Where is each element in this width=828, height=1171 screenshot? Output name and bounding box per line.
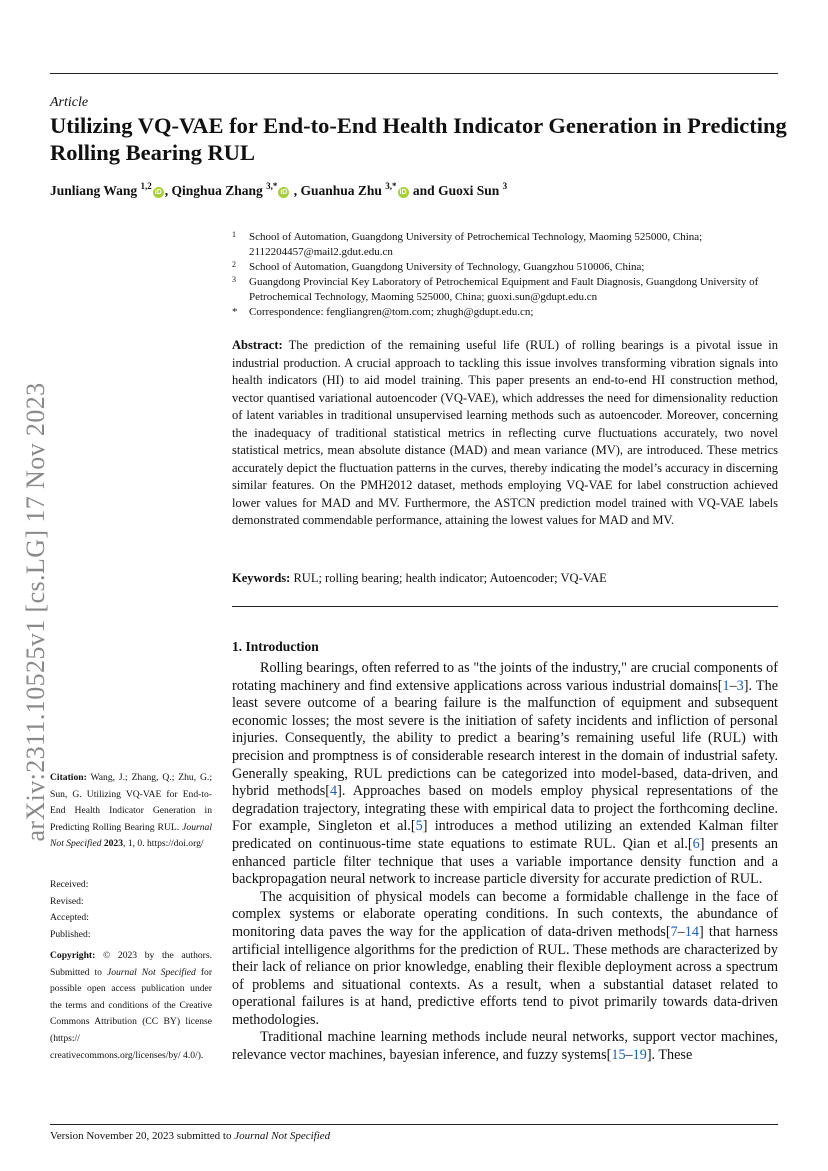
text-run: – (729, 677, 737, 694)
affiliation-number: 2 (232, 260, 236, 269)
copyright-block (50, 948, 212, 1064)
author-affil-sup: 1,2 (140, 181, 152, 191)
copyright-label: Copyright: (50, 950, 96, 961)
affiliation-text: Correspondence: fengliangren@tom.com; zhugh@gdupt.edu.cn; (249, 306, 534, 318)
citation-ref: 14 (684, 923, 699, 940)
citation-year: 2023 (103, 838, 124, 850)
text-run: ] introduces a method utilizing an extended Kalman filter predicated on continuous-time state equations to estimate RUL. Qian et al.[ (232, 818, 779, 852)
abstract (232, 337, 778, 530)
footer-rule (50, 1124, 778, 1125)
top-rule (50, 73, 778, 74)
citation-ref: 15 (611, 1047, 626, 1064)
affiliation-item (232, 275, 780, 305)
affiliation-item (232, 260, 780, 275)
citation-journal: Journal Not Specified (50, 821, 212, 850)
revised-label: Revised: (50, 895, 84, 907)
abstract-text: The prediction of the remaining useful life (RUL) of rolling bearings is a pivotal issue in industrial production. A crucial approach to tackling this issue involves transforming vibration signals into health indicators (HI) to aid model training. This paper presents an end-to-end HI construction method, vector quantised variational autoencoder (VQ-VAE), which addresses the need for dimensionality reduction of latent variables in traditional unsupervised learning methods such as autoencoder. Moreover, concerning the inadequacy of traditional statistical metrics in reflecting curve fluctuations accurately, two novel statistical metrics, mean absolute distance (MAD) and mean variance (MV), are introduced. These metrics accurately depict the fluctuation patterns in the curves, thereby indicating the model’s accuracy in discerning similar features. On the PMH2012 dataset, methods employing VQ-VAE for label construction achieved lower values for MAD and MV. Furthermore, the ASTCN prediction model trained with VQ-VAE labels demonstrated commendable performance, attaining the lowest values for MAD and MV. (232, 338, 778, 527)
orcid-icon: iD (399, 189, 407, 196)
received-label: Received: (50, 879, 89, 890)
text-run: Rolling bearings, often referred to as "the joints of the industry," are crucial components of rotating machinery and find extensive applications across various industrial domains[ (232, 660, 778, 694)
author-affil-sup: 3,* (266, 181, 278, 191)
author-name: Junliang Wang (50, 183, 138, 198)
footer (50, 1130, 330, 1142)
author-name: Guanhua Zhu (300, 183, 382, 198)
affiliations (232, 230, 780, 320)
paragraph (232, 1029, 778, 1064)
text-run: ]. The least severe outcome of a bearing failure is the malfunction of equipment and subsequent economic losses; the most severe is the initiation of safety incidents and infliction of personal injuries. Consequently, the ability to predict a bearing’s remaining useful life (RUL) with precision and promptness is of considerable research interest in the domain of industrial safety. Generally speaking, RUL predictions can be categorized into model-based, data-driven, and hybrid methods[ (232, 677, 778, 800)
keywords-rule (232, 606, 778, 607)
text-run: ] that harness artificial intelligence algorithms for the prediction of RUL. These methods are characterized by their lack of reliance on prior knowledge, enabling their flexible deployment across a spectrum of problems and situational contexts. As a result, when a substantial dataset related to operational failures is at hand, predictive efforts tend to pivot primarily towards data-driven methodologies. (232, 923, 778, 1028)
body-text (232, 660, 778, 1065)
arxiv-stamp: arXiv:2311.10525v1 [cs.LG] 17 Nov 2023 (21, 382, 50, 842)
affiliation-text: Guangdong Provincial Key Laboratory of Petrochemical Equipment and Fault Diagnosis, Guangdong University of Petrochemical Technology, Maoming 525000, China; guoxi.sun@gdupt.edu.cn (249, 276, 759, 303)
text-run: The acquisition of physical models can become a formidable challenge in the face of complex systems or elaborate operating conditions. In such contexts, the abundance of monitoring data paves the way for the application of data-driven methods[ (232, 888, 778, 940)
affiliation-item (232, 230, 780, 260)
affiliation-text: School of Automation, Guangdong University of Technology, Guangzhou 510006, China; (249, 261, 645, 273)
accepted-label: Accepted: (50, 912, 89, 924)
author-name: Qinghua Zhang (171, 183, 263, 198)
text-run: ] presents an enhanced particle filter technique that uses a variable importance density function and a backpropagation neural network to increase particle diversity for accurate prediction of RUL. (232, 835, 779, 888)
author-separator: , (164, 183, 172, 198)
author-list (50, 183, 790, 199)
text-run: ]. These (646, 1047, 693, 1064)
author-affil-sup: 3,* (385, 181, 397, 191)
orcid-icon: iD (280, 189, 288, 196)
text-run: Traditional machine learning methods include neural networks, support vector machines, relevance vector machines, bayesian inference, and fuzzy systems[ (232, 1029, 778, 1064)
paragraph (232, 889, 778, 1030)
citation-ref: 19 (632, 1047, 647, 1064)
keywords-text: RUL; rolling bearing; health indicator; Autoencoder; VQ-VAE (293, 571, 607, 585)
orcid-icon: iD (154, 189, 162, 196)
affiliation-number: 1 (232, 230, 236, 239)
dates-block (50, 877, 212, 943)
citation-ref: 3 (736, 677, 744, 694)
citation-ref: 1 (722, 677, 730, 694)
affiliation-number: * (232, 306, 238, 318)
affiliation-item (232, 305, 780, 320)
article-type-label: Article (50, 95, 89, 110)
published-label: Published: (50, 928, 91, 940)
affiliation-text: School of Automation, Guangdong University of Petrochemical Technology, Maoming 525000, China; 2112204457@mail2.gdut.edu.cn (249, 231, 703, 258)
citation-ref: 7 (670, 923, 678, 940)
copyright-journal: Journal Not Specified (106, 966, 196, 978)
text-run: – (625, 1047, 633, 1064)
citation-ref: 6 (692, 835, 700, 852)
citation-ref: 5 (415, 818, 423, 835)
footer-journal: Journal Not Specified (234, 1130, 331, 1142)
author-name: Guoxi Sun (438, 183, 500, 198)
text-run: – (677, 923, 685, 940)
copyright-text-2: for possible open access publication under the terms and conditions of the Creative Commons Attribution (CC BY) license (https:// creativecommons.org/licenses/by/ 4.0/). (50, 966, 213, 1061)
author-separator: , (290, 183, 301, 198)
paragraph (232, 660, 778, 889)
affiliation-number: 3 (232, 275, 236, 284)
citation-tail: , 1, 0. https://doi.org/ (123, 838, 204, 850)
keywords (232, 570, 778, 587)
author-separator: and (409, 183, 439, 198)
text-run: ]. Approaches based on models employ physical representations of the degradation trajectory, integrating these with empirical data to project the forthcoming decline. For example, Singleton et al.[ (232, 783, 779, 835)
keywords-label: Keywords: (232, 571, 291, 585)
citation-label: Citation: (50, 772, 87, 783)
citation-text: Wang, J.; Zhang, Q.; Zhu, G.; Sun, G. Utilizing VQ-VAE for End-to-End Health Indicator Generation in Predicting Rolling Bearing RUL. (50, 772, 212, 833)
section-heading: 1. Introduction (232, 639, 319, 654)
citation-block (50, 770, 212, 853)
abstract-label: Abstract: (232, 338, 283, 352)
citation-ref: 4 (330, 783, 338, 800)
paper-title: Utilizing VQ-VAE for End-to-End Health Indicator Generation in Predicting Rolling Bearing RUL (50, 113, 787, 165)
author-affil-sup: 3 (502, 181, 508, 191)
copyright-text: © 2023 by the authors. Submitted to (50, 950, 212, 978)
footer-version: Version November 20, 2023 submitted to (50, 1130, 232, 1142)
